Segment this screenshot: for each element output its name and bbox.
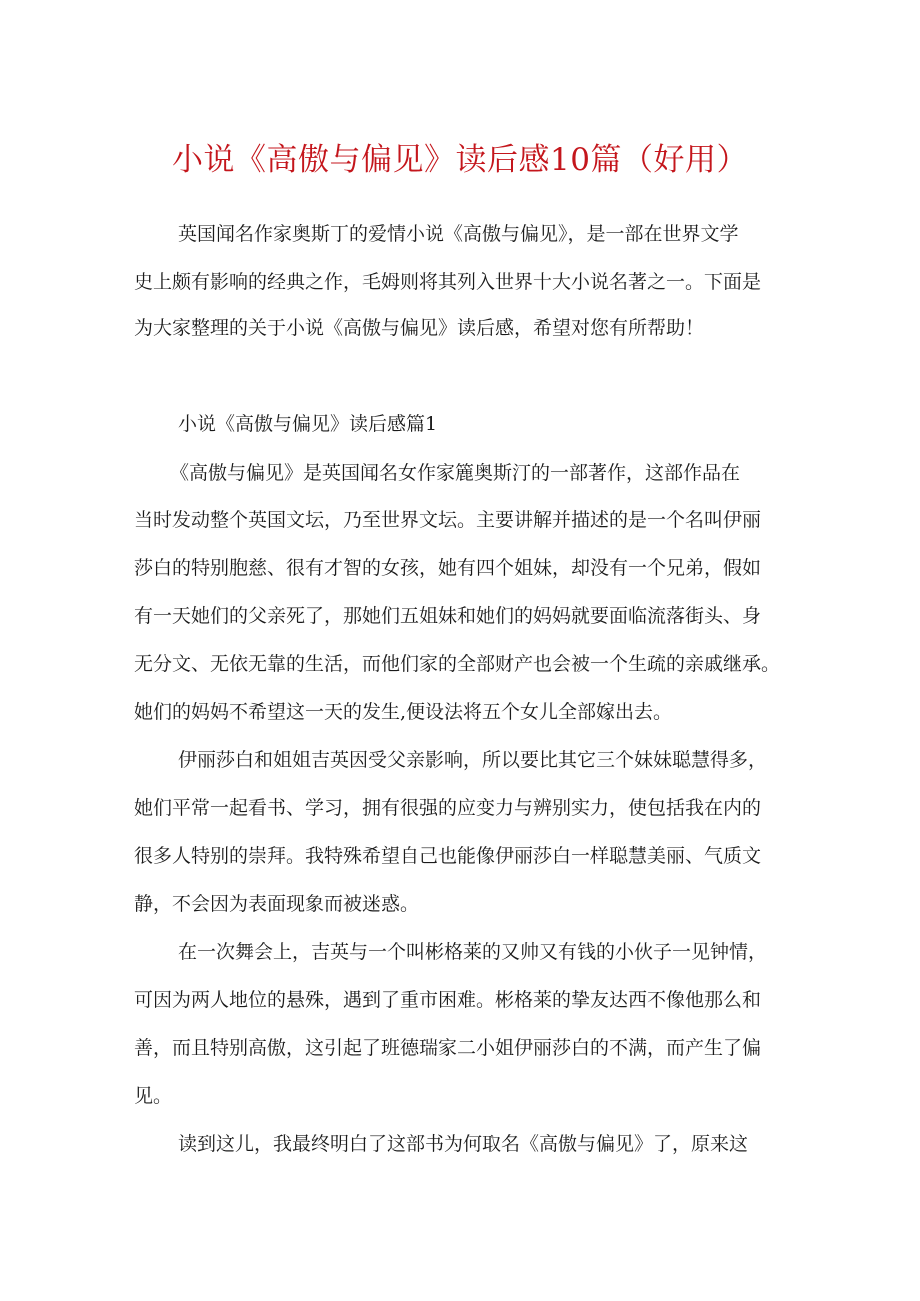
paragraph-line: 读到这儿，我最终明白了这部书为何取名《高傲与偏见》了，原来这 <box>178 1133 749 1155</box>
paragraph-line: 当时发动整个英国文坛，乃至世界文坛。主要讲解并描述的是一个名叫伊丽 <box>134 509 762 531</box>
paragraph-line: 有一天她们的父亲死了，那她们五姐妹和她们的妈妈就要面临流落街头、身 <box>134 605 762 627</box>
paragraph-line: 可因为两人地位的悬殊，遇到了重市困难。彬格莱的挚友达西不像他那么和 <box>134 989 762 1011</box>
paragraph-line: 伊丽莎白和姐姐吉英因受父亲影响，所以要比其它三个妹妹聪慧得多， <box>178 749 768 771</box>
paragraph-line: 《高傲与偏见》是英国闻名女作家簏奥斯汀的一部著作，这部作品在 <box>170 462 741 484</box>
paragraph-line: 很多人特别的崇拜。我特殊希望自己也能像伊丽莎白一样聪慧美丽、气质文 <box>134 845 762 867</box>
intro-line: 为大家整理的关于小说《高傲与偏见》读后感，希望对您有所帮助！ <box>134 317 705 339</box>
intro-line: 史上颇有影响的经典之作，毛姆则将其列入世界十大小说名著之一。下面是 <box>134 271 762 293</box>
paragraph-line: 善，而且特别高傲，这引起了班德瑞家二小姐伊丽莎白的不满，而产生了偏 <box>134 1037 762 1059</box>
paragraph-line: 在一次舞会上，吉英与一个叫彬格莱的又帅又有钱的小伙子一见钟情， <box>178 941 768 963</box>
document-title: 小说《高傲与偏见》读后感10篇（好用） <box>172 142 748 178</box>
paragraph-line: 见。 <box>134 1085 173 1107</box>
intro-line: 英国闻名作家奥斯丁的爱情小说《高傲与偏见》，是一部在世界文学 <box>178 223 739 245</box>
paragraph-line: 静，不会因为表面现象而被迷惑。 <box>134 893 420 915</box>
section-heading: 小说《高傲与偏见》读后感篇1 <box>178 413 438 435</box>
paragraph-line: 她们的妈妈不希望这一天的发生,便设法将五个女儿全部嫁出去。 <box>134 701 673 723</box>
paragraph-line: 无分文、无依无靠的生活，而他们家的全部财产也会被一个生疏的亲戚继承。 <box>134 653 781 675</box>
paragraph-line: 她们平常一起看书、学习，拥有很强的应变力与辨别实力，使包括我在内的 <box>134 797 762 819</box>
paragraph-line: 莎白的特别胞慈、很有才智的女孩，她有四个姐妹，却没有一个兄弟，假如 <box>134 557 762 579</box>
